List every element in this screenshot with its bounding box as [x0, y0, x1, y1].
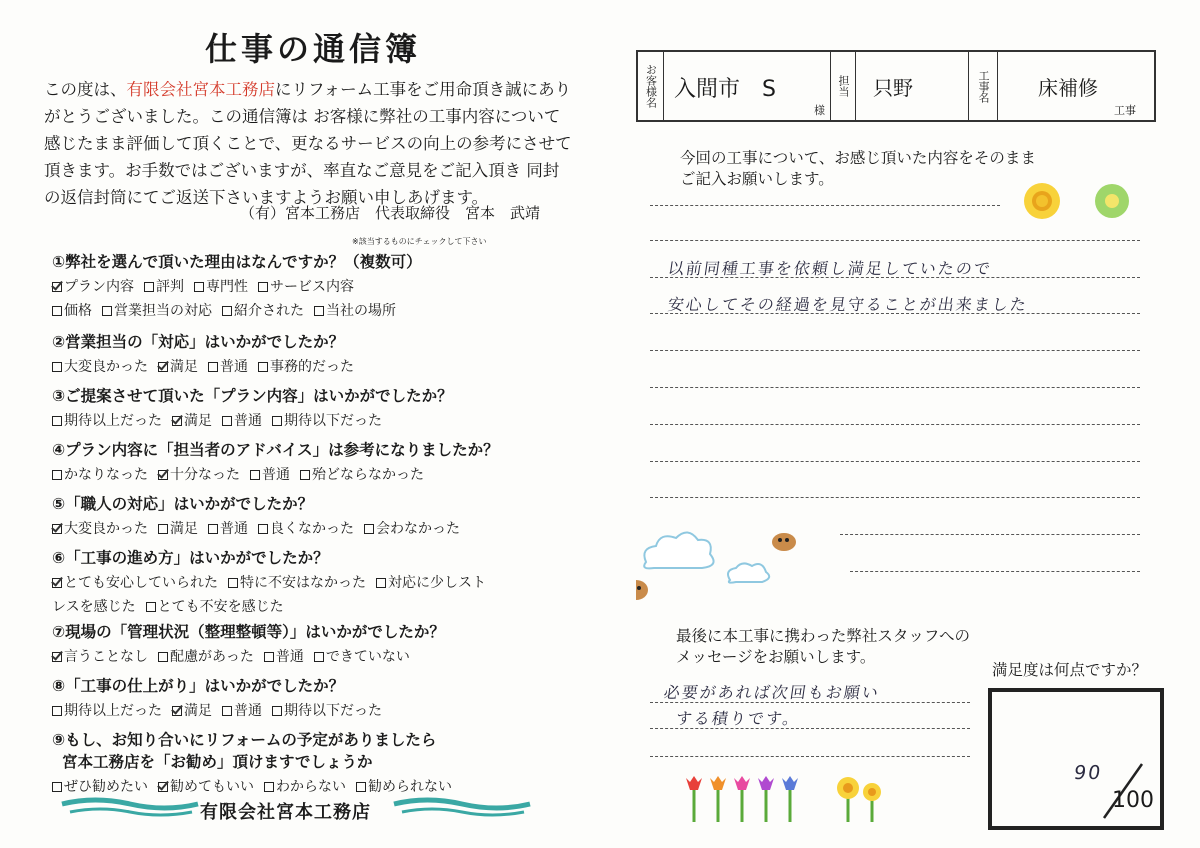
- option-label: 普通: [262, 467, 290, 483]
- checked-checkbox-icon[interactable]: [52, 578, 62, 588]
- checkbox-icon[interactable]: [144, 282, 154, 292]
- question-text: ③ご提案させて頂いた「プラン内容」はいかがでしたか？: [52, 387, 453, 405]
- checkbox-icon[interactable]: [52, 706, 62, 716]
- checked-checkbox-icon[interactable]: [158, 470, 168, 480]
- option-label: 良くなかった: [270, 521, 354, 537]
- option-label: プラン内容: [64, 279, 134, 295]
- option-label: とても安心していられた: [64, 575, 218, 591]
- customer-name: 入間市 S: [674, 77, 776, 102]
- option-label: 満足: [184, 413, 212, 429]
- answer-option[interactable]: [144, 279, 184, 295]
- answer-option[interactable]: [208, 521, 248, 537]
- answer-option[interactable]: [52, 599, 136, 615]
- checkbox-icon[interactable]: [356, 782, 366, 792]
- message-prompt: [676, 626, 970, 668]
- answer-option[interactable]: [356, 779, 452, 795]
- comment-line: [650, 350, 1140, 351]
- option-label: 言うことなし: [64, 649, 148, 665]
- option-label: わからない: [276, 779, 346, 795]
- answer-option[interactable]: [208, 359, 248, 375]
- answer-option[interactable]: [52, 303, 92, 319]
- signature: （有）宮本工務店 代表取締役 宮本 武靖: [240, 204, 541, 222]
- option-label: 普通: [220, 521, 248, 537]
- customer-header-box: [636, 50, 1156, 122]
- work-suffix: 工事: [1114, 104, 1136, 117]
- checkbox-icon[interactable]: [258, 362, 268, 372]
- option-label: 営業担当の対応: [114, 303, 212, 319]
- option-row: [52, 700, 392, 720]
- page-title: 仕事の通信簿: [205, 30, 422, 68]
- question-text: ②営業担当の「対応」はいかがでしたか？: [52, 333, 345, 351]
- comment-line: [650, 240, 1140, 241]
- checkbox-icon[interactable]: [52, 416, 62, 426]
- handwritten-comment-line: 以前同種工事を依頼し満足していたので: [666, 259, 994, 278]
- option-row: [52, 276, 422, 296]
- option-label: できていない: [325, 649, 410, 665]
- checkbox-icon[interactable]: [314, 306, 324, 316]
- option-label: 事務的だった: [270, 359, 354, 375]
- message-prompt-line: メッセージをお願いします。: [676, 648, 876, 666]
- question-text: ④プラン内容に「担当者のアドバイス」は参考になりましたか？: [52, 441, 499, 459]
- question: [52, 492, 470, 538]
- checkbox-icon[interactable]: [300, 470, 310, 480]
- answer-option[interactable]: [52, 467, 148, 483]
- answer-option[interactable]: [158, 779, 254, 795]
- checkbox-icon[interactable]: [52, 470, 62, 480]
- question-text: ⑧「工事の仕上がり」はいかがでしたか？: [52, 677, 345, 695]
- answer-option[interactable]: [376, 575, 486, 591]
- checked-checkbox-icon[interactable]: [52, 282, 62, 292]
- handwritten-comment-line: 安心してその経過を見守ることが出来ました: [666, 295, 1030, 314]
- answer-option[interactable]: [158, 467, 240, 483]
- answer-option[interactable]: [258, 359, 354, 375]
- option-label: 配慮があった: [170, 649, 254, 665]
- option-label: 普通: [220, 359, 248, 375]
- answer-option[interactable]: [146, 599, 284, 615]
- comment-line: [840, 534, 1140, 535]
- option-label: とても不安を感じた: [157, 599, 284, 615]
- checkbox-icon[interactable]: [222, 306, 232, 316]
- checkbox-icon[interactable]: [222, 706, 232, 716]
- checkbox-icon[interactable]: [102, 306, 112, 316]
- score-value: 90: [1072, 762, 1104, 784]
- intro-company: 有限会社宮本工務店: [126, 80, 275, 99]
- answer-option[interactable]: [314, 649, 410, 665]
- checkbox-icon[interactable]: [228, 578, 238, 588]
- comment-line: [650, 387, 1140, 388]
- answer-option[interactable]: [172, 703, 212, 719]
- checkbox-icon[interactable]: [264, 782, 274, 792]
- wave-right-decoration: [392, 796, 532, 820]
- answer-option[interactable]: [102, 303, 212, 319]
- answer-option[interactable]: [222, 703, 262, 719]
- question: [52, 384, 453, 430]
- honorific: 様: [814, 104, 825, 117]
- option-label: レスを感じた: [52, 599, 136, 615]
- checkbox-icon[interactable]: [272, 706, 282, 716]
- checkbox-icon[interactable]: [158, 524, 168, 534]
- answer-option[interactable]: [52, 521, 148, 537]
- question-subtext: 宮本工務店を「お勧め」頂けますでしょうか: [62, 753, 373, 771]
- comment-prompt-line: ご記入お願いします。: [680, 170, 834, 188]
- question-text: ①弊社を選んで頂いた理由はなんですか？（複数可）: [52, 253, 422, 271]
- option-row: [52, 356, 364, 376]
- option-row: [52, 300, 422, 320]
- option-row: [52, 776, 462, 796]
- question-text: ⑤「職人の対応」はいかがでしたか？: [52, 495, 314, 513]
- checkbox-icon[interactable]: [146, 602, 156, 612]
- score-max: 100: [1112, 788, 1154, 813]
- checkbox-icon[interactable]: [208, 524, 218, 534]
- checkbox-icon[interactable]: [272, 416, 282, 426]
- option-label: ぜひ勧めたい: [64, 779, 148, 795]
- answer-option[interactable]: [228, 575, 366, 591]
- handwritten-message-line: する積りです。: [674, 709, 802, 728]
- answer-option[interactable]: [272, 413, 382, 429]
- option-row: [52, 646, 445, 666]
- option-label: 価格: [64, 303, 92, 319]
- intro-pre: この度は、: [44, 80, 127, 99]
- option-label: 紹介された: [234, 303, 304, 319]
- question: [52, 728, 462, 796]
- answer-option[interactable]: [222, 413, 262, 429]
- answer-option[interactable]: [194, 279, 248, 295]
- answer-option[interactable]: [258, 279, 354, 295]
- answer-option[interactable]: [364, 521, 460, 537]
- answer-option[interactable]: [158, 649, 254, 665]
- question: [52, 330, 364, 376]
- comment-line: [650, 461, 1140, 462]
- staff-label: 担当: [830, 52, 856, 120]
- option-label: 期待以上だった: [64, 703, 162, 719]
- checkbox-icon[interactable]: [52, 362, 62, 372]
- intro-text: [44, 76, 574, 211]
- answer-option[interactable]: [158, 521, 198, 537]
- comment-line: [850, 571, 1140, 572]
- comment-line: [650, 205, 1000, 206]
- checkbox-icon[interactable]: [222, 416, 232, 426]
- option-row: [52, 410, 453, 430]
- answer-option[interactable]: [314, 303, 396, 319]
- checkbox-icon[interactable]: [314, 652, 324, 662]
- cloud-birds-decoration: [636, 520, 816, 612]
- option-label: 普通: [234, 703, 262, 719]
- option-label: 評判: [156, 279, 184, 295]
- checkbox-icon[interactable]: [52, 306, 62, 316]
- checkbox-icon[interactable]: [194, 282, 204, 292]
- comment-prompt-line: 今回の工事について、お感じ頂いた内容をそのまま: [680, 149, 1036, 167]
- option-label: 普通: [275, 649, 304, 665]
- checkbox-icon[interactable]: [258, 524, 268, 534]
- checked-checkbox-icon[interactable]: [52, 652, 62, 662]
- answer-option[interactable]: [52, 649, 148, 665]
- checked-checkbox-icon[interactable]: [52, 524, 62, 534]
- checkbox-icon[interactable]: [264, 652, 274, 662]
- option-row: [52, 464, 499, 484]
- option-label: サービス内容: [270, 279, 354, 295]
- answer-option[interactable]: [300, 467, 424, 483]
- answer-option[interactable]: [52, 703, 162, 719]
- comment-line: [650, 424, 1140, 425]
- message-line: [650, 756, 970, 757]
- answer-option[interactable]: [264, 779, 346, 795]
- handwritten-message-line: 必要があれば次回もお願い: [662, 683, 882, 702]
- answer-option[interactable]: [250, 467, 290, 483]
- question: [52, 546, 496, 616]
- answer-option[interactable]: [52, 779, 148, 795]
- question-text: ⑨もし、お知り合いにリフォームの予定がありましたら: [52, 731, 437, 749]
- answer-option[interactable]: [52, 575, 218, 591]
- checkbox-icon[interactable]: [376, 578, 386, 588]
- checkbox-icon[interactable]: [158, 652, 168, 662]
- answer-option[interactable]: [172, 413, 212, 429]
- flower-icon: [1020, 180, 1140, 222]
- checked-checkbox-icon[interactable]: [172, 416, 182, 426]
- option-label: 会わなかった: [376, 521, 460, 537]
- work-label: 工事名: [968, 52, 998, 120]
- option-label: 大変良かった: [64, 359, 148, 375]
- question-text: ⑦現場の「管理状況（整理整頓等）」はいかがでしたか？: [52, 623, 445, 641]
- answer-option[interactable]: [272, 703, 382, 719]
- option-label: 特に不安はなかった: [240, 575, 366, 591]
- checkbox-icon[interactable]: [250, 470, 260, 480]
- tulips-decoration: [680, 770, 890, 826]
- wave-left-decoration: [60, 796, 200, 820]
- answer-option[interactable]: [52, 279, 134, 295]
- option-label: 対応に少しスト: [388, 575, 486, 591]
- question: [52, 620, 445, 666]
- option-label: かなりなった: [64, 467, 148, 483]
- option-label: 十分なった: [170, 467, 240, 483]
- option-row: [52, 572, 496, 592]
- answer-option[interactable]: [52, 359, 148, 375]
- check-note: ※該当するものにチェックして下さい: [352, 237, 487, 246]
- option-label: 普通: [234, 413, 262, 429]
- checkbox-icon[interactable]: [208, 362, 218, 372]
- option-label: 専門性: [206, 279, 248, 295]
- option-label: 満足: [184, 703, 212, 719]
- checked-checkbox-icon[interactable]: [158, 362, 168, 372]
- intro-post: にリフォーム工事をご用命頂き誠にありがとうございました。この通信簿は お客様に弊社の工事内容について感じたまま評価して頂くことで、更なるサービスの向上の参考にさせて頂きます。お手数ではございますが、率直なご意見をご記入頂き 同封の返信封筒にてご返送下さいますようお願い申しあげます。: [44, 80, 572, 207]
- option-row: [52, 518, 470, 538]
- checked-checkbox-icon[interactable]: [172, 706, 182, 716]
- option-label: 期待以下だった: [284, 413, 382, 429]
- comment-line: [650, 497, 1140, 498]
- comment-prompt: [680, 148, 1036, 190]
- option-label: 満足: [170, 521, 198, 537]
- question-text: ⑥「工事の進め方」はいかがでしたか？: [52, 549, 329, 567]
- score-label: 満足度は何点ですか？: [992, 661, 1148, 679]
- option-label: 当社の場所: [326, 303, 396, 319]
- option-row: [52, 596, 496, 616]
- footer-company: 有限会社宮本工務店: [200, 802, 371, 823]
- answer-option[interactable]: [264, 649, 304, 665]
- answer-option[interactable]: [222, 303, 304, 319]
- option-label: 満足: [170, 359, 198, 375]
- option-label: 大変良かった: [64, 521, 148, 537]
- checkbox-icon[interactable]: [364, 524, 374, 534]
- work-name: 床補修: [1038, 76, 1098, 100]
- option-label: 勧めてもいい: [170, 779, 254, 795]
- checkbox-icon[interactable]: [258, 282, 268, 292]
- question: [52, 250, 422, 320]
- answer-option[interactable]: [158, 359, 198, 375]
- checkbox-icon[interactable]: [52, 782, 62, 792]
- option-label: 殆どならなかった: [312, 467, 424, 483]
- option-label: 勧められない: [368, 779, 452, 795]
- option-label: 期待以上だった: [64, 413, 162, 429]
- checked-checkbox-icon[interactable]: [158, 782, 168, 792]
- answer-option[interactable]: [52, 413, 162, 429]
- customer-label: お客様名: [638, 52, 664, 120]
- staff-name: 只野: [873, 76, 913, 100]
- question: [52, 438, 499, 484]
- score-box: [988, 688, 1164, 830]
- message-prompt-line: 最後に本工事に携わった弊社スタッフへの: [676, 627, 971, 645]
- answer-option[interactable]: [258, 521, 354, 537]
- question: [52, 674, 392, 720]
- option-label: 期待以下だった: [284, 703, 382, 719]
